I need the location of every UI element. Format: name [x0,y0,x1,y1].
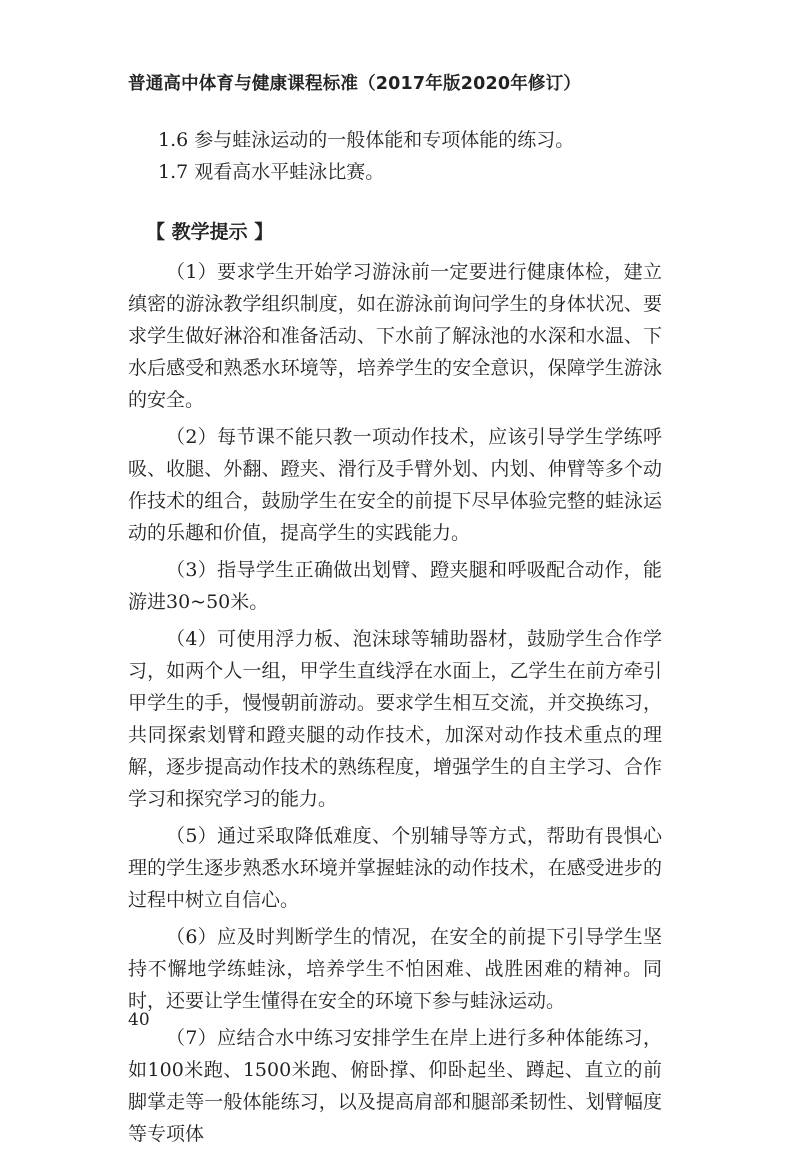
tip-paragraph-1: （1）要求学生开始学习游泳前一定要进行健康体检，建立缜密的游泳教学组织制度，如在游泳前询问学生的身体状况、要求学生做好淋浴和准备活动、下水前了解泳池的水深和水温、下水后感受和熟悉水环境等，培养学生的安全意识，保障学生游泳的安全。 [128,261,662,411]
tip-paragraph-2: （2）每节课不能只教一项动作技术，应该引导学生学练呼吸、收腿、外翻、蹬夹、滑行及手臂外划、内划、伸臂等多个动作技术的组合，鼓励学生在安全的前提下尽早体验完整的蛙泳运动的乐趣和价值，提高学生的实践能力。 [128,426,662,544]
tip-paragraph-7: （7）应结合水中练习安排学生在岸上进行多种体能练习，如100米跑、1500米跑、俯卧撑、仰卧起坐、蹲起、直立的前脚掌走等一般体能练习，以及提高肩部和腿部柔韧性、划臂幅度等专项体 [128,1027,662,1145]
tip-paragraph-5: （5）通过采取降低难度、个别辅导等方式，帮助有畏惧心理的学生逐步熟悉水环境并掌握蛙泳的动作技术，在感受进步的过程中树立自信心。 [128,825,662,911]
list-item-1-7: 1.7 观看高水平蛙泳比赛。 [158,161,385,183]
tip-paragraph-4: （4）可使用浮力板、泡沫球等辅助器材，鼓励学生合作学习，如两个人一组，甲学生直线浮在水面上，乙学生在前方牵引甲学生的手，慢慢朝前游动。要求学生相互交流，并交换练习，共同探索划臂和蹬夹腿的动作技术，加深对动作技术重点的理解，逐步提高动作技术的熟练程度，增强学生的自主学习、合作学习和探究学习的能力。 [128,628,662,810]
page-body [128,124,662,1155]
tip-paragraph-6: （6）应及时判断学生的情况，在安全的前提下引导学生坚持不懈地学练蛙泳，培养学生不怕困难、战胜困难的精神。同时，还要让学生懂得在安全的环境下参与蛙泳运动。 [128,926,662,1012]
page-number: 40 [128,1010,150,1030]
running-header: 普通高中体育与健康课程标准（2017年版2020年修订） [128,74,582,94]
tip-paragraph-3: （3）指导学生正确做出划臂、蹬夹腿和呼吸配合动作，能游进30~50米。 [128,559,662,613]
list-item-1-6: 1.6 参与蛙泳运动的一般体能和专项体能的练习。 [158,129,575,151]
section-title-teaching-tips: 【 教学提示 】 [146,221,274,243]
